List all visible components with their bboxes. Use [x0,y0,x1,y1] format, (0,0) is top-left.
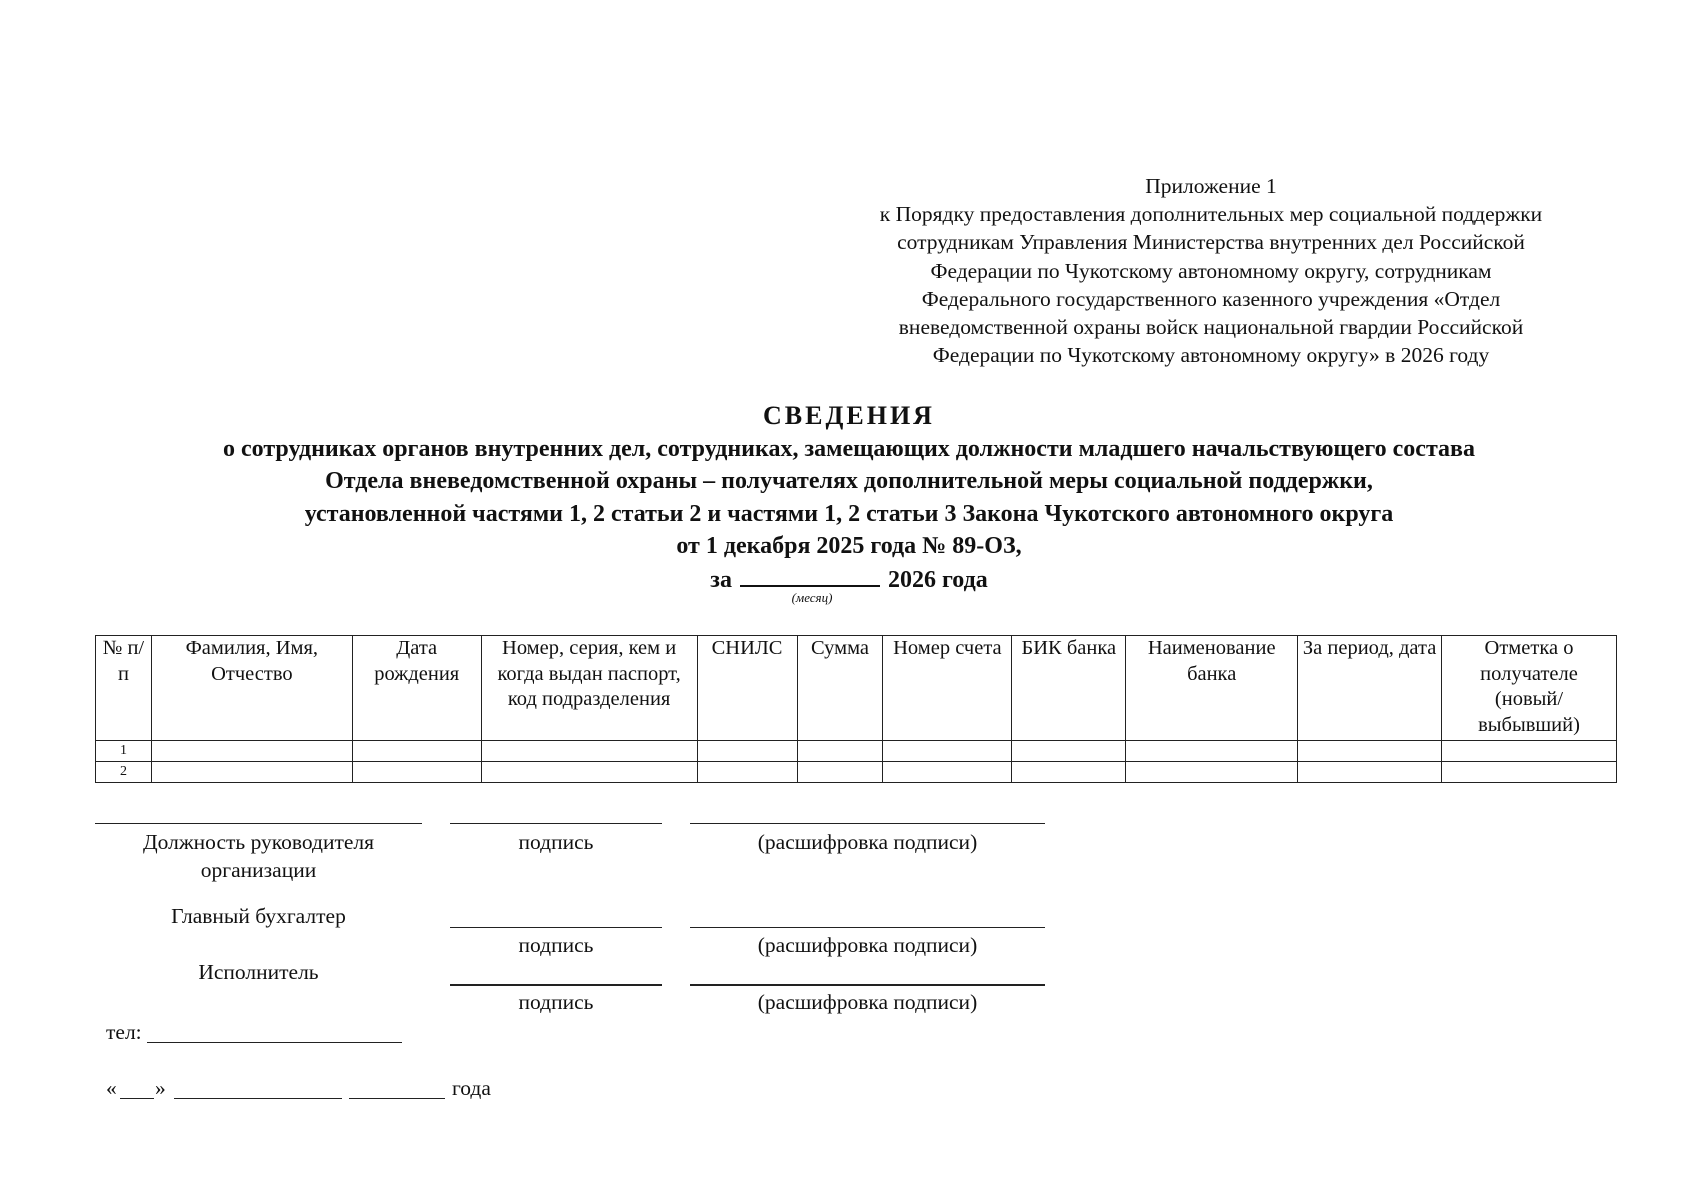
table-cell [797,741,883,762]
executor-signature-line[interactable] [450,984,662,986]
table-cell [1442,741,1617,762]
column-header: № п/п [96,636,152,741]
table-cell [697,762,797,783]
table-header-row [96,636,1617,741]
date-close-quote: » [155,1076,166,1100]
title-line: о сотрудниках органов внутренних дел, сотрудниках, замещающих должности младшего начальствующего состава [223,435,1475,462]
table-cell [1298,741,1442,762]
appendix-header [830,172,1592,369]
column-header: Номер счета [883,636,1012,741]
appendix-line: Приложение 1 [1145,174,1277,198]
title-line: Отдела вневедомственной охраны – получателях дополнительной меры социальной поддержки, [325,468,1373,494]
date-day-field[interactable] [120,1098,154,1099]
executor-label: Исполнитель [198,960,319,984]
accountant-signature-line[interactable] [450,927,662,928]
table-cell [883,762,1012,783]
appendix-line: Федерации по Чукотскому автономному округу, сотрудникам [930,258,1492,283]
executor-decoding-line[interactable] [690,984,1045,986]
table-cell [1012,741,1126,762]
appendix-line: Федерального государственного казенного учреждения «Отдел [921,286,1501,311]
table-cell [797,762,883,783]
table-cell [1298,762,1442,783]
phone-field[interactable] [147,1042,402,1043]
column-header: Фамилия, Имя, Отчество [151,636,352,741]
table-cell [1012,762,1126,783]
period-suffix: 2026 года [887,566,988,593]
column-header: Сумма [797,636,883,741]
head-position-label: Должность руководителя организации [142,830,375,882]
column-header: СНИЛС [697,636,797,741]
table-cell: 1 [96,741,152,762]
head-decoding-line[interactable] [690,823,1045,824]
column-header: Отметка о получателе (новый/выбывший) [1442,636,1617,741]
appendix-line: сотрудникам Управления Министерства внутренних дел Российской [897,230,1525,255]
phone-label: тел: [106,1020,142,1044]
column-header: Номер, серия, кем и когда выдан паспорт, код подразделения [481,636,697,741]
appendix-line: к Порядку предоставления дополнительных мер социальной поддержки [879,202,1543,227]
title-line: от 1 декабря 2025 года № 89-ОЗ, [676,533,1022,559]
table-cell [1126,741,1298,762]
decoding-label: (расшифровка подписи) [757,830,978,854]
table-cell [352,762,481,783]
month-blank-field[interactable] [740,563,880,587]
date-suffix: года [452,1076,491,1100]
head-signature-line[interactable] [450,823,662,824]
date-month-field[interactable] [174,1098,342,1099]
date-year-field[interactable] [349,1098,445,1099]
decoding-label: (расшифровка подписи) [757,933,978,957]
title-main: СВЕДЕНИЯ [763,401,935,430]
table-cell [697,741,797,762]
column-header: За период, дата [1298,636,1442,741]
month-hint: (месяц) [791,590,833,605]
period-prefix: за [710,566,732,593]
table-cell: 2 [96,762,152,783]
table-cell [1442,762,1617,783]
accountant-decoding-line[interactable] [690,927,1045,928]
table-cell [1126,762,1298,783]
appendix-line: вневедомственной охраны войск национальной гвардии Российской [898,315,1524,340]
table-cell [151,741,352,762]
title-line: установленной частями 1, 2 статьи 2 и частями 1, 2 статьи 3 Закона Чукотского автономного округа [304,500,1394,527]
table-cell [481,762,697,783]
head-position-line[interactable] [95,823,422,824]
column-header: БИК банка [1012,636,1126,741]
table-cell [352,741,481,762]
signature-label: подпись [518,990,594,1014]
table-cell [481,741,697,762]
signature-label: подпись [518,933,594,957]
date-open-quote: « [106,1076,117,1100]
table-cell [883,741,1012,762]
column-header: Наименование банка [1126,636,1298,741]
table-row [96,762,1617,783]
chief-accountant-label: Главный бухгалтер [171,904,346,928]
document-title [0,400,1698,596]
table-cell [151,762,352,783]
table-row [96,741,1617,762]
recipients-table [95,635,1617,783]
decoding-label: (расшифровка подписи) [757,990,978,1014]
appendix-line: Федерации по Чукотскому автономному округу» в 2026 году [932,343,1490,368]
signature-label: подпись [518,830,594,854]
column-header: Дата рождения [352,636,481,741]
